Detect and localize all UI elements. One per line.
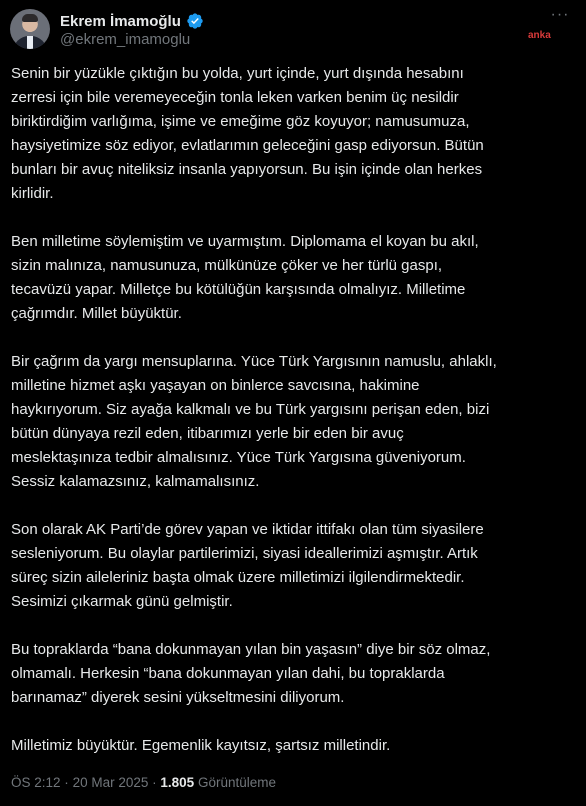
tweet-paragraph-6: Milletimiz büyüktür. Egemenlik kayıtsız, şartsız milletindir. xyxy=(11,737,391,754)
tweet-paragraph-2: Ben milletime söylemiştim ve uyarmıştım. Diplomama el koyan bu akıl, sizin malınıza, namusunuza, mülkünüze çöker ve her türlü gaspı, tecavüzü yapar. Milletçe bu kötülüğün karşısında olmalıyız. Milletime çağrımdır. Millet büyüktür. xyxy=(11,233,479,322)
tweet-text xyxy=(11,62,576,782)
avatar-hair xyxy=(22,14,38,22)
avatar-shirt xyxy=(27,36,33,49)
tweet-time[interactable]: ÖS 2:12 xyxy=(11,775,61,790)
tweet-header xyxy=(0,0,586,62)
tweet-paragraph-4: Son olarak AK Parti’de görev yapan ve iktidar ittifakı olan tüm siyasilere sesleniyorum. Bu olaylar partilerimizi, siyasi ideallerimizi aşmıştır. Artık süreç sizin aileleriniz başta olmak üzere milletimizi ilgilendirmektedir. Sesimizi çıkarmak günü gelmiştir. xyxy=(11,521,484,610)
tweet-paragraph-1: Senin bir yüzükle çıktığın bu yolda, yurt içinde, yurt dışında hesabını zerresi için bile veremeyeceğin tonla leken varken benim üç nesildir biriktirdiğim varlığıma, işime ve emeğime göz koyuyor; namusumuza, haysiyetimize söz ediyor, evlatlarımın geleceğini gasp ediyorsun. Bütün bunları bir avuç niteliksiz insanla yapıyorsun. Bu işin içinde olan herkes kirlidir. xyxy=(11,65,484,202)
more-options-icon[interactable]: ··· xyxy=(550,6,570,23)
author-handle[interactable]: @ekrem_imamoglu xyxy=(60,31,191,48)
watermark-logo: anka xyxy=(528,30,551,41)
tweet-paragraph-3: Bir çağrım da yargı mensuplarına. Yüce Türk Yargısının namuslu, ahlaklı, milletine hizmet aşkı yaşayan on binlerce savcısına, hakimine haykırıyorum. Siz ayağa kalkmalı ve bu Türk yargısını perişan eden, bizi bütün dünyaya rezil eden, itibarımızı yerle bir eden bir avuç meslektaşınıza tedbir almalısınız. Yüce Türk Yargısına güveniyorum. Sessiz kalamazsınız, kalmamalısınız. xyxy=(11,353,497,490)
views-count: 1.805 xyxy=(160,775,195,790)
tweet-date[interactable]: 20 Mar 2025 xyxy=(72,775,149,790)
meta-separator: · xyxy=(64,775,69,790)
avatar[interactable] xyxy=(10,9,50,49)
tweet-meta xyxy=(11,775,276,790)
author-name-row xyxy=(60,11,204,31)
verified-badge-icon xyxy=(186,12,204,30)
meta-separator: · xyxy=(152,775,157,790)
tweet-paragraph-5: Bu topraklarda “bana dokunmayan yılan bin yaşasın” diye bir söz olmaz, olmamalı. Herkesin “bana dokunmayan yılan dahi, bu topraklarda barınamaz” diyerek sesini yükseltmesini diliyorum. xyxy=(11,641,491,706)
views-label: Görüntüleme xyxy=(197,775,277,790)
author-display-name[interactable]: Ekrem İmamoğlu xyxy=(60,12,181,30)
